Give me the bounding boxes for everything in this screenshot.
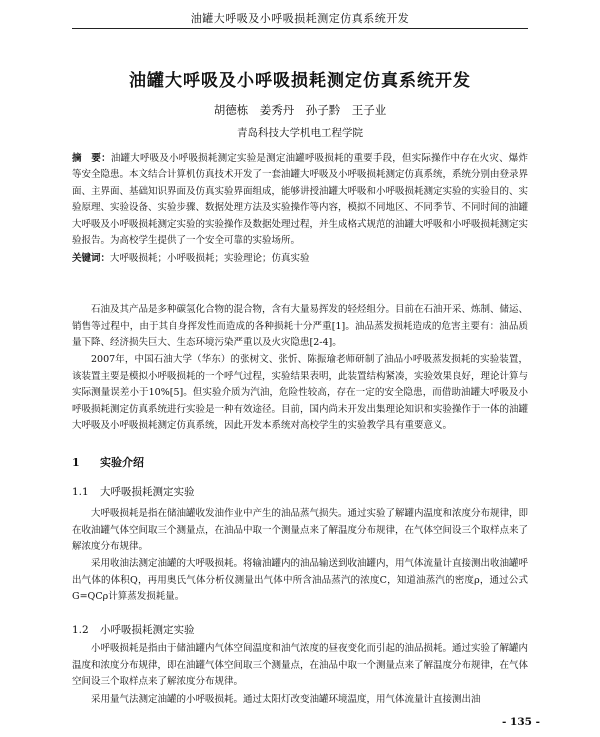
paper-title: 油罐大呼吸及小呼吸损耗测定仿真系统开发 [129, 71, 471, 91]
abstract-label: 摘 要： [72, 153, 111, 164]
abstract-text: 油罐大呼吸及小呼吸损耗测定实验是测定油罐呼吸损耗的重要手段，但实际操作中存在火灾、爆炸等安全隐患。本文结合计算机仿真技术开发了一套油罐大呼吸及小呼吸损耗测定仿真系统，系统分别由登录界面、主界面、基础知识界面及仿真实验界面组成，能够讲授油罐大呼吸和小呼吸损耗测定实验的实验目的、实验原理、实验设备、实验步骤、数据处理方法及实验操作等内容，模拟不同地区、不同季节、不同时间的油罐大呼吸及小呼吸损耗测定实验的实验操作及数据处理过程，并生成格式规范的油罐大呼吸和小呼吸损耗测定实验报告。为高校学生提供了一个安全可靠的实验场所。 [72, 153, 529, 247]
subsection-number: 1.2 [72, 624, 89, 636]
keywords-label: 关键词： [72, 253, 111, 264]
abstract [72, 151, 528, 249]
subsection-number: 1.1 [72, 486, 89, 498]
section-number: 1 [72, 456, 80, 469]
subsection-heading-1-1 [72, 484, 528, 499]
subsection-heading-1-2 [72, 622, 528, 637]
affiliation: 青岛科技大学机电工程学院 [237, 127, 363, 139]
section-1-1-paragraph-2: 采用收油法测定油罐的大呼吸损耗。将输油罐内的油品输送到收油罐内，用气体流量计直接测出收油罐呼出气体的体积Q，再用奥氏气体分析仪测量出气体中所含油品蒸汽的浓度C，知道油蒸汽的密度ρ，通过公式G=QCρ计算蒸发损耗量。 [72, 558, 529, 603]
section-1-2-paragraph-2: 采用量气法测定油罐的小呼吸损耗。通过太阳灯改变油罐环境温度，用气体流量计直接测出油 [91, 694, 481, 705]
subsection-title: 小呼吸损耗测定实验 [100, 624, 195, 636]
subsection-title: 大呼吸损耗测定实验 [100, 486, 195, 498]
section-title: 实验介绍 [100, 456, 144, 469]
keywords [72, 251, 528, 267]
keywords-text: 大呼吸损耗；小呼吸损耗；实验理论；仿真实验 [110, 253, 310, 264]
section-1-1-paragraph-1: 大呼吸损耗是指在储油罐收发油作业中产生的油品蒸气损失。通过实验了解罐内温度和浓度分布规律，即在收油罐气体空间取三个测量点，在油品中取一个测量点来了解温度分布规律，在气体空间设三个取样点来了解浓度分布规律。 [72, 508, 529, 553]
intro-paragraph-2: 2007年，中国石油大学（华东）的张树文、张忻、陈振瑜老师研制了油品小呼吸蒸发损耗的实验装置，该装置主要是模拟小呼吸损耗的一个呼气过程，实验结果表明，此装置结构紧凑，实验效果良好，理论计算与实际测量误差小于10%[5]。但实验介质为汽油，危险性较高，存在一定的安全隐患，而借助油罐大呼吸及小呼吸损耗测定仿真系统进行实验是一种有效途径。目前，国内尚未开发出集理论知识和实验操作于一体的油罐大呼吸及小呼吸损耗测定仿真系统，因此开发本系统对高校学生的实验教学具有重要意义。 [72, 354, 529, 432]
header-rule [72, 28, 528, 29]
authors: 胡德栋 姜秀丹 孙子黔 王子业 [213, 103, 387, 117]
page-number: - 135 - [502, 716, 540, 728]
section-1-2-paragraph-1: 小呼吸损耗是指由于储油罐内气体空间温度和油气浓度的昼夜变化而引起的油品损耗。通过实验了解罐内温度和浓度分布规律，即在油罐气体空间取三个测量点，在油品中取一个测量点来了解温度分布规律，在气体空间设三个取样点来了解浓度分布规律。 [72, 643, 529, 688]
section-heading-1 [72, 454, 528, 470]
running-header: 油罐大呼吸及小呼吸损耗测定仿真系统开发 [190, 12, 410, 25]
intro-paragraph-1: 石油及其产品是多种碳氢化合物的混合物，含有大量易挥发的轻烃组分。目前在石油开采、炼制、储运、销售等过程中，由于其自身挥发性而造成的各种损耗十分严重[1]。油品蒸发损耗造成的危害主要有：油品质量下降、经济损失巨大、生态环境污染严重以及火灾隐患[2-4]。 [72, 304, 529, 349]
